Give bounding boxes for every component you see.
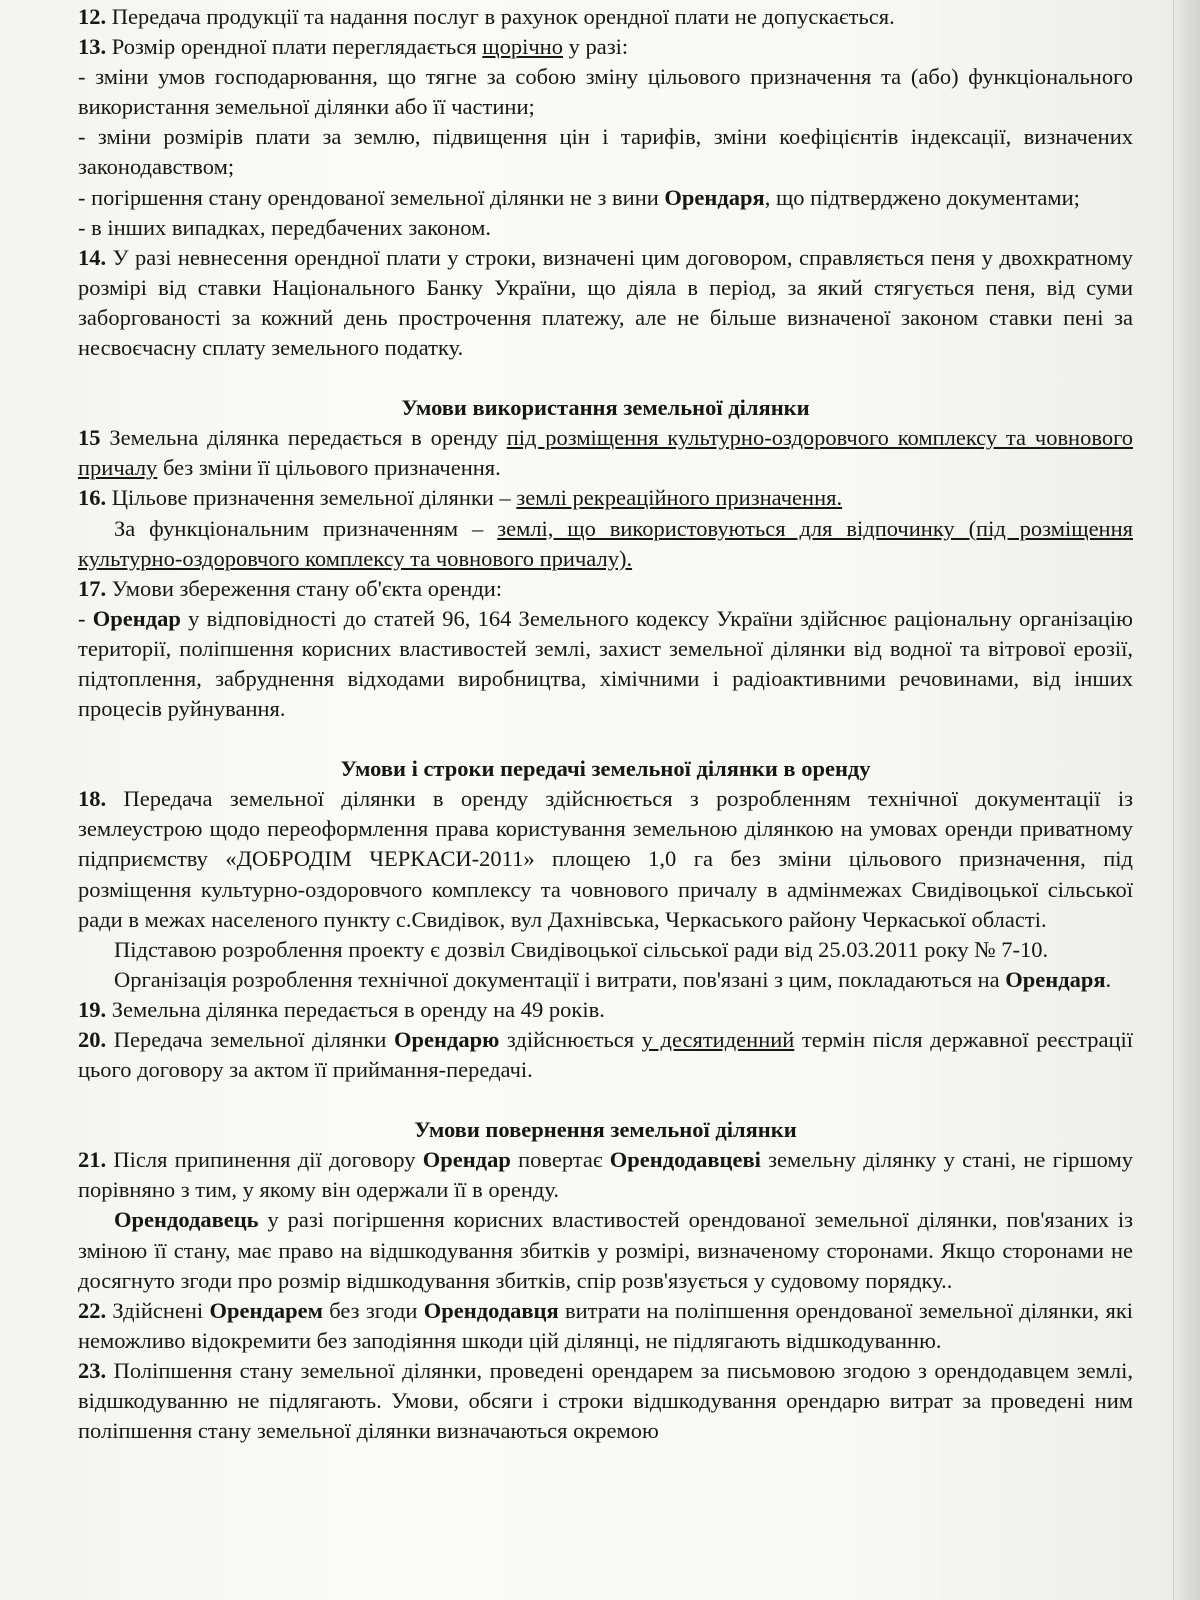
clause-12: 12. Передача продукції та надання послуг в рахунок орендної плати не допускається.	[78, 4, 895, 29]
clause-22: 22. Здійснені Орендарем без згоди Орендодавця витрати на поліпшення орендованої земельної ділянки, які неможливо відокремити без заподіяння шкоди цій ділянці, не підлягають відшкодуванню.	[78, 1297, 1133, 1353]
clause-19: 19. Земельна ділянка передається в оренду на 49 років.	[78, 996, 605, 1022]
clause-13-item: - в інших випадках, передбачених законом.	[78, 214, 491, 240]
clause-14: 14. У разі невнесення орендної плати у строки, визначені цим договором, справляється пеня у двохкратному розмірі від ставки Національного Банку України, що діяла в період, за який стягується пеня, від суми заборгованості за кожний день прострочення платежу, але не більше визначеної законом ставки пені за несвоєчасну сплату земельного податку.	[78, 244, 1133, 361]
clause-17: 17. Умови збереження стану об'єкта оренди:	[78, 575, 503, 601]
clause-15: 15 Земельна ділянка передається в оренду під розміщення культурно-оздоровчого комплексу та човнового причалу без зміни її цільового призначення.	[78, 425, 1133, 481]
clause-13-item: - зміни розмірів плати за землю, підвищення цін і тарифів, зміни коефіцієнтів індексації, визначених законодавством;	[78, 124, 1133, 180]
clause-17-item: - Орендар у відповідності до статей 96, 164 Земельного кодексу України здійснює раціональну організацію території, поліпшення корисних властивостей землі, захист земельної ділянки від водної та вітрової ерозії, підтоплення, забруднення відходами виробництва, хімічними і радіоактивними речовинами, від інших процесів руйнування.	[78, 605, 1133, 722]
clause-21: 21. Після припинення дії договору Орендар повертає Орендодавцеві земельну ділянку у стані, не гіршому порівняно з тим, у якому він одержали її в оренду.	[78, 1147, 1133, 1203]
clause-13: 13. Розмір орендної плати переглядається щорічно у разі:	[78, 34, 629, 60]
clause-23: 23. Поліпшення стану земельної ділянки, проведені орендарем за письмовою згодою з орендодавцем землі, відшкодуванню не підлягають. Умови, обсяги і строки відшкодування орендарю витрат за проведені ним поліпшення стану земельної ділянки визначаються окремою	[78, 1357, 1133, 1444]
clause-18: 18. Передача земельної ділянки в оренду здійснюється з розробленням технічної документації із землеустрою щодо переоформлення права користування земельною ділянкою на умовах оренди приватному підприємству «ДОБРОДІМ ЧЕРКАСИ-2011» площею 1,0 га без зміни цільового призначення, під розміщення культурно-оздоровчого комплексу та човнового причалу в адмінмежах Свидівоцької сільської ради в межах населеного пункту с.Свидівок, вул Дахнівська, Черкаського району Черкаської області.	[78, 786, 1134, 932]
clause-13-item: - зміни умов господарювання, що тягне за собою зміну цільового призначення та (або) функціонального використання земельної ділянки або її частини;	[78, 64, 1133, 120]
clause-18-paragraph: Підставою розроблення проекту є дозвіл Свидівоцької сільської ради від 25.03.2011 року № 7-10.	[114, 936, 1049, 962]
document-body	[78, 2, 1133, 1446]
section-heading: Умови і строки передачі земельної ділянки в оренду	[340, 756, 871, 782]
clause-16-paragraph: За функціональним призначенням – землі, що використовуються для відпочинку (під розміщення культурно-оздоровчого комплексу та човнового причалу).	[78, 515, 1133, 571]
clause-21-paragraph: Орендодавець у разі погіршення корисних властивостей орендованої земельної ділянки, пов'язаних із зміною її стану, має право на відшкодування збитків у розмірі, визначеному сторонами. Якщо сторонами не досягнуто згоди про розмір відшкодування збитків, спір розв'язується у судовому порядку..	[78, 1207, 1133, 1293]
clause-18-paragraph: Організація розроблення технічної документації і витрати, пов'язані з цим, покладаються на Орендаря.	[114, 966, 1112, 992]
section-heading: Умови використання земельної ділянки	[401, 395, 810, 421]
page-edge	[1173, 0, 1200, 1600]
section-heading: Умови повернення земельної ділянки	[414, 1117, 797, 1143]
clause-20: 20. Передача земельної ділянки Орендарю здійснюється у десятиденний термін після державної реєстрації цього договору за актом її приймання-передачі.	[78, 1027, 1133, 1083]
clause-16: 16. Цільове призначення земельної ділянки – землі рекреаційного призначення.	[78, 485, 843, 511]
clause-13-item: - погіршення стану орендованої земельної ділянки не з вини Орендаря, що підтверджено документами;	[78, 184, 1080, 210]
